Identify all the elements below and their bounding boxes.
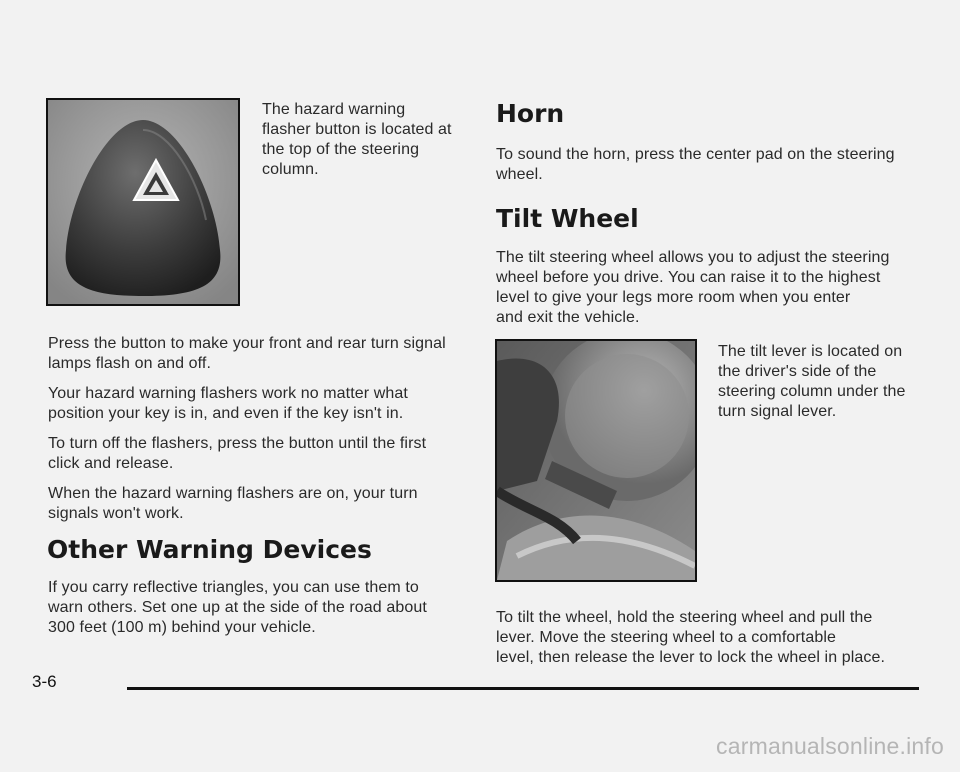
text-line: wheel. bbox=[496, 166, 543, 183]
hazard-button-photo bbox=[46, 98, 240, 306]
text-line: To turn off the flashers, press the button until the first bbox=[48, 435, 427, 452]
caption-line: column. bbox=[262, 161, 319, 178]
text-line: lamps flash on and off. bbox=[48, 355, 211, 372]
text-line: When the hazard warning flashers are on, your turn bbox=[48, 485, 418, 502]
text-line: level, then release the lever to lock the wheel in place. bbox=[496, 649, 886, 666]
text-line: level to give your legs more room when you enter bbox=[496, 289, 851, 306]
caption-line: steering column under the bbox=[718, 383, 906, 400]
watermark: carmanualsonline.info bbox=[716, 733, 944, 759]
caption-line: the top of the steering bbox=[262, 141, 420, 158]
caption-line: The hazard warning bbox=[262, 101, 406, 118]
text-line: If you carry reflective triangles, you can use them to bbox=[48, 579, 419, 596]
hazard-button-illustration bbox=[48, 100, 238, 304]
text-line: To tilt the wheel, hold the steering wheel and pull the bbox=[496, 609, 873, 626]
text-line: click and release. bbox=[48, 455, 174, 472]
text-line: The tilt steering wheel allows you to adjust the steering bbox=[496, 249, 890, 266]
hazard-caption bbox=[262, 100, 472, 180]
tilt-lever-illustration bbox=[497, 341, 695, 580]
text-line: lever. Move the steering wheel to a comfortable bbox=[496, 629, 836, 646]
paragraph bbox=[48, 434, 473, 474]
footer-rule bbox=[127, 687, 919, 690]
page-number: 3-6 bbox=[32, 672, 57, 691]
text-line: position your key is in, and even if the key isn't in. bbox=[48, 405, 404, 422]
text-line: warn others. Set one up at the side of the road about bbox=[48, 599, 427, 616]
text-line: To sound the horn, press the center pad on the steering bbox=[496, 146, 895, 163]
tilt-lever-photo bbox=[495, 339, 697, 582]
tilt-caption bbox=[718, 342, 933, 422]
paragraph bbox=[48, 484, 473, 524]
tilt-intro-text bbox=[496, 248, 926, 328]
caption-line: the driver's side of the bbox=[718, 363, 877, 380]
text-line: wheel before you drive. You can raise it to the highest bbox=[496, 269, 881, 286]
paragraph bbox=[48, 384, 473, 424]
horn-text bbox=[496, 145, 926, 185]
section-heading-horn: Horn bbox=[496, 99, 565, 128]
section-heading-tilt-wheel: Tilt Wheel bbox=[496, 204, 639, 233]
text-line: signals won't work. bbox=[48, 505, 184, 522]
tilt-instructions bbox=[496, 608, 926, 668]
paragraph bbox=[48, 334, 473, 374]
caption-line: The tilt lever is located on bbox=[718, 343, 903, 360]
hazard-text bbox=[48, 334, 473, 524]
section-heading-other-warning-devices: Other Warning Devices bbox=[47, 535, 372, 564]
text-line: 300 feet (100 m) behind your vehicle. bbox=[48, 619, 316, 636]
other-warning-text bbox=[48, 578, 473, 638]
text-line: Your hazard warning flashers work no matter what bbox=[48, 385, 408, 402]
text-line: Press the button to make your front and rear turn signal bbox=[48, 335, 446, 352]
caption-line: flasher button is located at bbox=[262, 121, 452, 138]
text-line: and exit the vehicle. bbox=[496, 309, 640, 326]
caption-line: turn signal lever. bbox=[718, 403, 837, 420]
